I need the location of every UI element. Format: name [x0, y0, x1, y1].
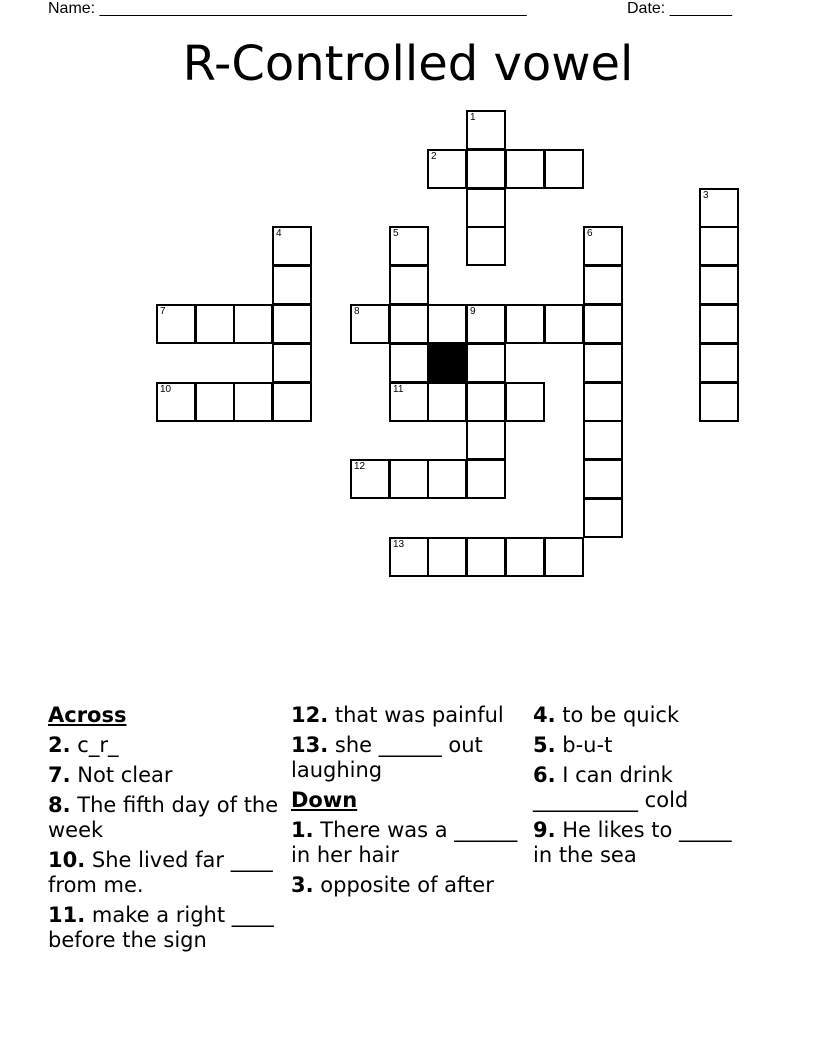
clue-number: 13.	[291, 733, 329, 757]
crossword-cell[interactable]	[272, 382, 312, 422]
crossword-cell[interactable]	[389, 226, 429, 266]
crossword-cell[interactable]	[427, 537, 467, 577]
cell-number: 9	[470, 306, 476, 317]
down-heading: Down	[291, 788, 358, 812]
crossword-cell[interactable]	[233, 382, 273, 422]
crossword-cell[interactable]	[389, 304, 429, 344]
clue-text: I can drink __________ cold	[533, 763, 689, 812]
crossword-cell[interactable]	[272, 304, 312, 344]
clue-number: 6.	[533, 763, 556, 787]
crossword-cell[interactable]	[583, 265, 623, 305]
cell-number: 10	[160, 384, 172, 395]
across-heading: Across	[48, 703, 127, 727]
crossword-cell[interactable]	[389, 343, 429, 383]
crossword-cell[interactable]	[544, 149, 584, 189]
clue-down-3	[291, 873, 521, 898]
crossword-cell[interactable]	[699, 304, 739, 344]
clue-down-6	[533, 763, 733, 813]
crossword-cell[interactable]	[544, 304, 584, 344]
crossword-cell[interactable]	[389, 459, 429, 499]
crossword-cell[interactable]	[583, 304, 623, 344]
clue-text: to be quick	[555, 703, 680, 727]
clue-text: she ______ out laughing	[291, 733, 483, 782]
clue-across-12	[291, 703, 521, 728]
crossword-cell[interactable]	[466, 110, 506, 150]
cell-number: 5	[393, 228, 399, 239]
clue-text: The fifth day of the week	[48, 793, 279, 842]
crossword-cell[interactable]	[427, 149, 467, 189]
crossword-cell[interactable]	[583, 498, 623, 538]
crossword-cell[interactable]	[350, 304, 390, 344]
clue-column-2	[291, 703, 521, 903]
crossword-cell[interactable]	[466, 226, 506, 266]
crossword-cell[interactable]	[466, 459, 506, 499]
clue-text: Not clear	[70, 763, 173, 787]
cell-number: 2	[431, 151, 437, 162]
clue-number: 3.	[291, 873, 314, 897]
crossword-cell[interactable]	[466, 382, 506, 422]
crossword-block	[427, 343, 467, 383]
cell-number: 6	[587, 228, 593, 239]
cell-number: 8	[354, 306, 360, 317]
date-field-label: Date: _______	[627, 0, 732, 17]
clue-column-3	[533, 703, 733, 873]
crossword-cell[interactable]	[583, 343, 623, 383]
cell-number: 11	[393, 384, 404, 395]
crossword-cell[interactable]	[699, 265, 739, 305]
crossword-cell[interactable]	[427, 382, 467, 422]
crossword-cell[interactable]	[505, 537, 545, 577]
crossword-cell[interactable]	[466, 537, 506, 577]
crossword-cell[interactable]	[583, 459, 623, 499]
crossword-cell[interactable]	[389, 382, 429, 422]
clue-number: 7.	[48, 763, 71, 787]
crossword-cell[interactable]	[699, 343, 739, 383]
clue-number: 2.	[48, 733, 71, 757]
crossword-cell[interactable]	[466, 343, 506, 383]
clue-number: 1.	[291, 818, 314, 842]
clue-down-9	[533, 818, 733, 868]
crossword-cell[interactable]	[505, 149, 545, 189]
clue-number: 9.	[533, 818, 556, 842]
clue-text: b-u-t	[555, 733, 613, 757]
crossword-cell[interactable]	[389, 537, 429, 577]
crossword-cell[interactable]	[466, 420, 506, 460]
clue-text: She lived far ____ from me.	[48, 848, 273, 897]
crossword-cell[interactable]	[505, 382, 545, 422]
clue-down-5	[533, 733, 733, 758]
name-field-label: Name: ________________________________________________	[48, 0, 527, 17]
crossword-cell[interactable]	[583, 226, 623, 266]
crossword-cell[interactable]	[466, 149, 506, 189]
crossword-cell[interactable]	[699, 226, 739, 266]
crossword-cell[interactable]	[466, 304, 506, 344]
crossword-cell[interactable]	[389, 265, 429, 305]
crossword-cell[interactable]	[505, 304, 545, 344]
clue-number: 11.	[48, 903, 86, 927]
cell-number: 12	[354, 461, 366, 472]
page-title: R-Controlled vowel	[182, 36, 634, 92]
clue-across-2	[48, 733, 286, 758]
cell-number: 1	[470, 112, 476, 123]
clue-number: 4.	[533, 703, 556, 727]
clue-text: c_r_	[70, 733, 119, 757]
clue-across-8	[48, 793, 286, 843]
clue-text: He likes to _____ in the sea	[533, 818, 732, 867]
crossword-cell[interactable]	[583, 420, 623, 460]
cell-number: 3	[703, 190, 709, 201]
crossword-cell[interactable]	[350, 459, 390, 499]
crossword-cell[interactable]	[544, 537, 584, 577]
clue-down-4	[533, 703, 733, 728]
clue-number: 5.	[533, 733, 556, 757]
clue-number: 8.	[48, 793, 71, 817]
clue-across-10	[48, 848, 286, 898]
clue-text: opposite of after	[313, 873, 494, 897]
crossword-cell[interactable]	[699, 382, 739, 422]
crossword-cell[interactable]	[272, 226, 312, 266]
clue-across-13	[291, 733, 521, 783]
clue-text: make a right ____ before the sign	[48, 903, 274, 952]
clue-text: that was painful	[328, 703, 504, 727]
crossword-cell[interactable]	[583, 382, 623, 422]
crossword-cell[interactable]	[272, 265, 312, 305]
cell-number: 4	[276, 228, 282, 239]
clue-number: 10.	[48, 848, 86, 872]
crossword-cell[interactable]	[699, 188, 739, 228]
clue-number: 12.	[291, 703, 329, 727]
crossword-cell[interactable]	[156, 304, 196, 344]
crossword-cell[interactable]	[466, 188, 506, 228]
crossword-cell[interactable]	[272, 343, 312, 383]
crossword-cell[interactable]	[195, 382, 235, 422]
crossword-cell[interactable]	[233, 304, 273, 344]
crossword-cell[interactable]	[195, 304, 235, 344]
crossword-cell[interactable]	[156, 382, 196, 422]
clue-across-7	[48, 763, 286, 788]
clue-across-11	[48, 903, 286, 953]
clue-down-1	[291, 818, 521, 868]
clue-text: There was a ______ in her hair	[291, 818, 518, 867]
crossword-cell[interactable]	[427, 304, 467, 344]
clue-column-1	[48, 703, 286, 958]
crossword-cell[interactable]	[427, 459, 467, 499]
cell-number: 7	[160, 306, 166, 317]
cell-number: 13	[393, 539, 405, 550]
